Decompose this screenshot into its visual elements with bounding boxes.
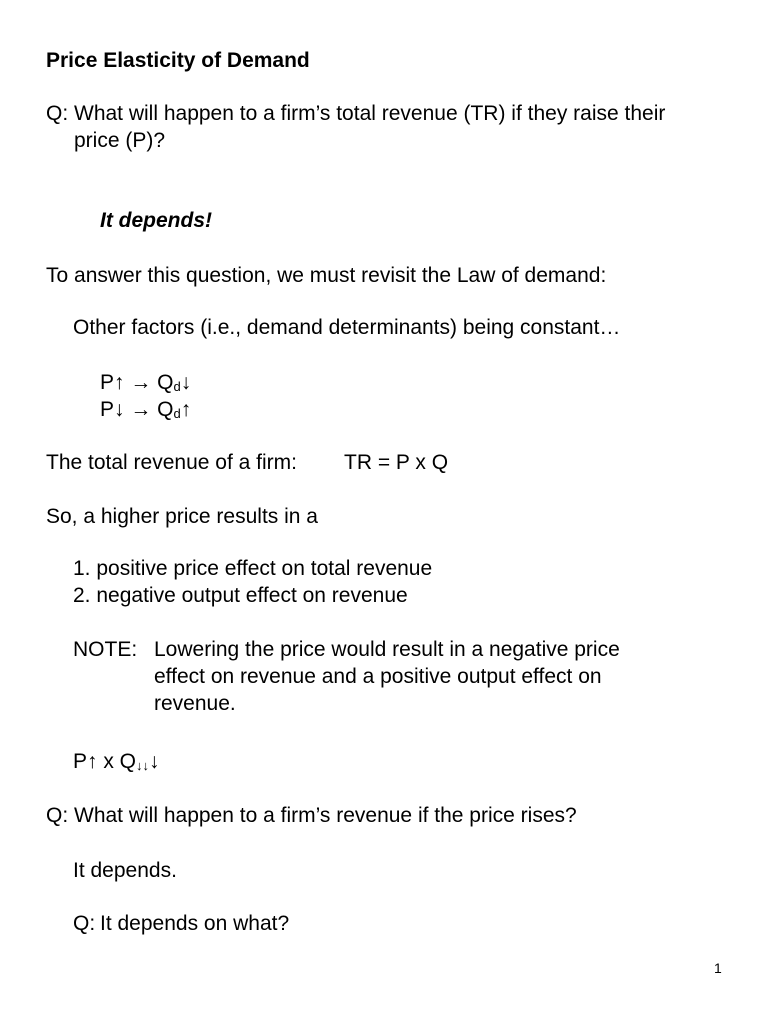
body-text: To answer this question, we must revisit the Law of demand: [46,264,607,287]
note-label: NOTE: [73,638,138,661]
body-text: So, a higher price results in a [46,505,318,528]
law-row-lead: P↑ → Q [100,371,174,394]
note-text: revenue. [154,692,236,715]
note-text: effect on revenue and a positive output effect on [154,665,602,688]
law-row-lead: P↓ → Q [100,398,174,421]
question-text: What will happen to a firm’s revenue if the price rises? [74,804,577,827]
note-text: Lowering the price would result in a negative price [154,638,620,661]
answer-text: It depends. [73,859,177,882]
subscript: d [173,379,181,394]
expression-lead: P↑ x Q [73,750,137,773]
question-label: Q: [73,912,96,935]
price-quantity-expression [73,748,160,779]
page-number: 1 [714,960,722,976]
subscript: ↓ [136,758,143,773]
question-label: Q: [46,804,69,827]
list-item: 1. positive price effect on total revenue [73,557,433,580]
total-revenue-formula: TR = P x Q [344,451,449,474]
page-title: Price Elasticity of Demand [46,49,310,72]
big-down-arrow: ↓ [149,750,160,773]
answer-emphasis: It depends! [100,209,213,232]
down-arrow: ↓ [180,371,192,394]
up-arrow: ↑ [180,398,192,421]
question-text-continued: price (P)? [74,129,166,152]
subscript: d [173,406,181,421]
question-text: It depends on what? [100,912,290,935]
law-of-demand-row [100,396,191,427]
question-text: What will happen to a firm’s total revenue (TR) if they raise their [74,102,666,125]
question-label: Q: [46,102,69,125]
small-down-arrow: ↓ [142,758,150,773]
body-text-indented: Other factors (i.e., demand determinants) being constant… [73,316,621,339]
total-revenue-label: The total revenue of a firm: [46,451,297,474]
list-item: 2. negative output effect on revenue [73,584,408,607]
